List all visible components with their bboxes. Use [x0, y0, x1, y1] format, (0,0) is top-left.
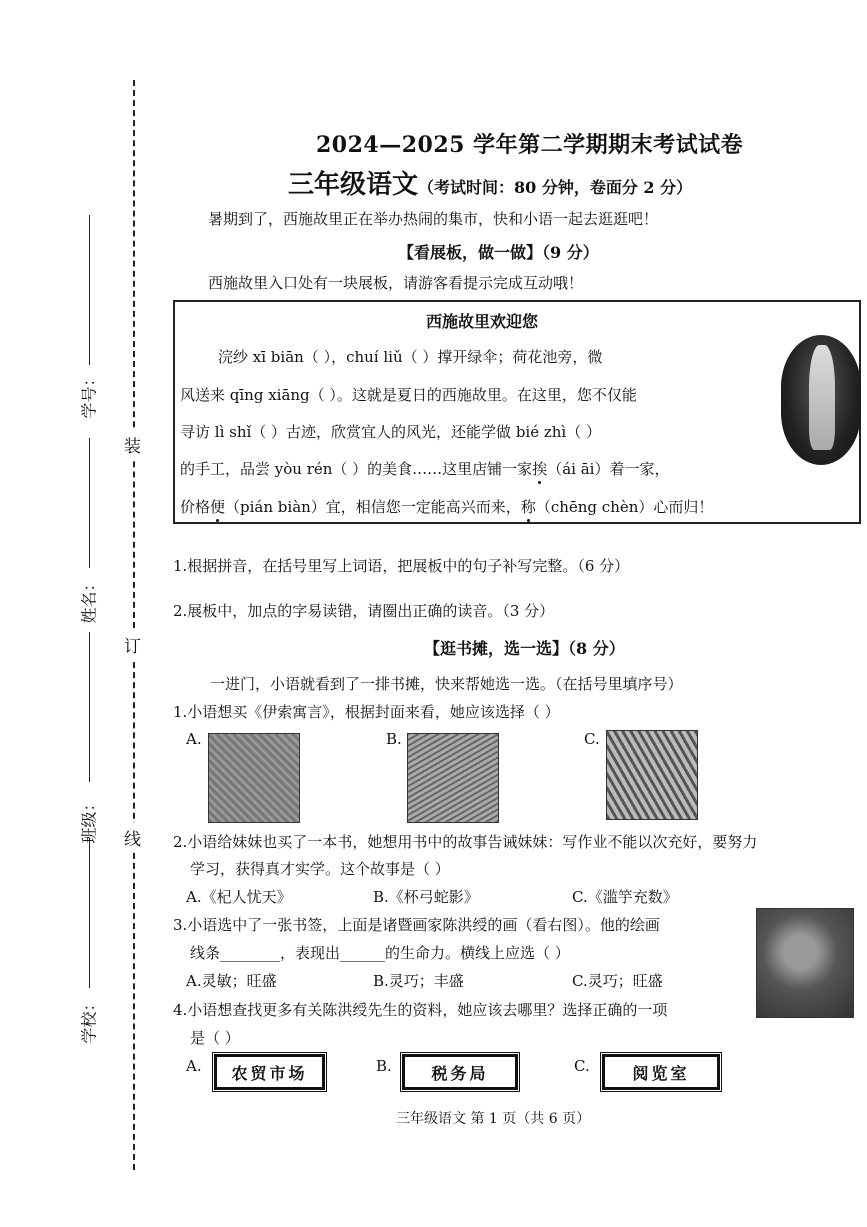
board-line-5-head: 价格 — [180, 498, 211, 516]
section2-q3-line2[interactable]: 线条________，表现出______的生命力。横线上应选（ ） — [190, 944, 570, 962]
school-label: 学校： — [79, 995, 99, 1044]
subject-name: 三年级语文 — [288, 170, 419, 200]
board-title: 西施故里欢迎您 — [426, 312, 539, 331]
name-blank[interactable] — [89, 438, 90, 568]
sign-reading-room-text: 阅览室 — [603, 1055, 719, 1089]
intro-text: 暑期到了，西施故里正在举办热闹的集市，快和小语一起去逛逛吧！ — [208, 210, 659, 228]
board-line-3[interactable]: 寻访 lì shǐ（ ）古迹，欣赏宜人的风光，还能学做 bié zhì（ ） — [180, 423, 601, 441]
binding-char-ding: 订 — [124, 630, 141, 659]
display-board — [173, 300, 861, 524]
q4-option-b-label: B. — [376, 1057, 392, 1075]
section2-desc: 一进门，小语就看到了一排书摊，快来帮她选一选。（在括号里填序号） — [210, 675, 683, 693]
school-blank[interactable] — [89, 838, 90, 988]
exam-subject-line — [288, 164, 692, 201]
q2-option-c[interactable]: C.《滥竽充数》 — [572, 888, 678, 906]
student-id-label: 学号： — [79, 370, 99, 419]
board-line-2[interactable]: 风送来 qīng xiāng（ ）。这就是夏日的西施故里。在这里，您不仅能 — [180, 386, 637, 404]
binding-char-zhuang: 装 — [124, 430, 141, 459]
section1-q2: 2.展板中，加点的字易读错，请圈出正确的读音。（3 分） — [173, 602, 555, 620]
sign-tax-bureau[interactable] — [400, 1052, 520, 1092]
section2-q3-line1: 3.小语选中了一张书签，上面是诸暨画家陈洪绶的画（看右图）。他的绘画 — [173, 916, 660, 934]
exam-info: （考试时间：80 分钟，卷面分 2 分） — [418, 178, 693, 197]
section1-title: 【看展板，做一做】（9 分） — [398, 243, 599, 262]
book-cover-c-image[interactable] — [606, 730, 698, 820]
q1-option-c-label: C. — [584, 730, 600, 748]
section2-q2-line2[interactable]: 学习，获得真才实学。这个故事是（ ） — [190, 860, 450, 878]
sign-farmers-market-text: 农贸市场 — [215, 1055, 324, 1089]
board-line-4-tail: （ái āi）着一家， — [547, 460, 670, 478]
class-blank[interactable] — [89, 632, 90, 782]
q4-option-a-label: A. — [186, 1057, 202, 1075]
q2-option-a[interactable]: A.《杞人忧天》 — [186, 888, 292, 906]
sign-farmers-market[interactable] — [212, 1052, 327, 1092]
binding-line — [133, 80, 135, 1170]
board-line-5-tail: （chēng chèn）心而归！ — [535, 498, 714, 516]
chen-hongshou-painting-image — [756, 908, 854, 1018]
q3-option-a[interactable]: A.灵敏；旺盛 — [186, 972, 277, 990]
q3-option-c[interactable]: C.灵巧；旺盛 — [572, 972, 663, 990]
xishi-portrait-image — [781, 335, 861, 465]
q1-option-a-label: A. — [186, 730, 202, 748]
student-id-blank[interactable] — [89, 215, 90, 365]
section2-q2-line1: 2.小语给妹妹也买了一本书，她想用书中的故事告诫妹妹：写作业不能以次充好，要努力 — [173, 833, 758, 851]
dotted-char-chen: 称 — [520, 498, 536, 516]
section2-title: 【逛书摊，选一选】（8 分） — [424, 639, 625, 658]
class-label: 班级： — [79, 795, 99, 844]
q2-option-b[interactable]: B.《杯弓蛇影》 — [373, 888, 479, 906]
sign-tax-bureau-text: 税务局 — [403, 1055, 517, 1089]
section1-q1: 1.根据拼音，在括号里写上词语，把展板中的句子补写完整。（6 分） — [173, 557, 630, 575]
board-line-1[interactable]: 浣纱 xī biān（ ），chuí liǔ（ ）撑开绿伞；荷花池旁，微 — [218, 348, 603, 366]
board-line-5[interactable] — [180, 496, 713, 517]
section2-q4-line2[interactable]: 是（ ） — [190, 1029, 240, 1047]
q4-option-c-label: C. — [574, 1057, 590, 1075]
section1-desc: 西施故里入口处有一块展板，请游客看提示完成互动哦！ — [208, 274, 584, 292]
exam-title: 2024—2025 学年第二学期期末考试试卷 — [316, 132, 744, 158]
page-footer: 三年级语文 第 1 页（共 6 页） — [396, 1111, 591, 1127]
board-line-4-head: 的手工，品尝 yòu rén（ ）的美食……这里店铺一家 — [180, 460, 533, 478]
board-line-4[interactable] — [180, 458, 669, 479]
section2-q4-line1: 4.小语想查找更多有关陈洪绶先生的资料，她应该去哪里？选择正确的一项 — [173, 1001, 668, 1019]
name-label: 姓名： — [79, 575, 99, 624]
book-cover-a-image[interactable] — [208, 733, 300, 823]
q3-option-b[interactable]: B.灵巧；丰盛 — [373, 972, 464, 990]
book-cover-b-image[interactable] — [407, 733, 499, 823]
q1-option-b-label: B. — [386, 730, 402, 748]
section2-q1[interactable]: 1.小语想买《伊索寓言》，根据封面来看，她应该选择（ ） — [173, 703, 560, 721]
sign-reading-room[interactable] — [600, 1052, 722, 1092]
dotted-char-pian: 便 — [210, 498, 226, 516]
dotted-char-ai: 挨 — [532, 460, 548, 478]
board-line-5-mid: （pián biàn）宜，相信您一定能高兴而来， — [225, 498, 521, 516]
binding-char-xian: 线 — [124, 823, 141, 852]
